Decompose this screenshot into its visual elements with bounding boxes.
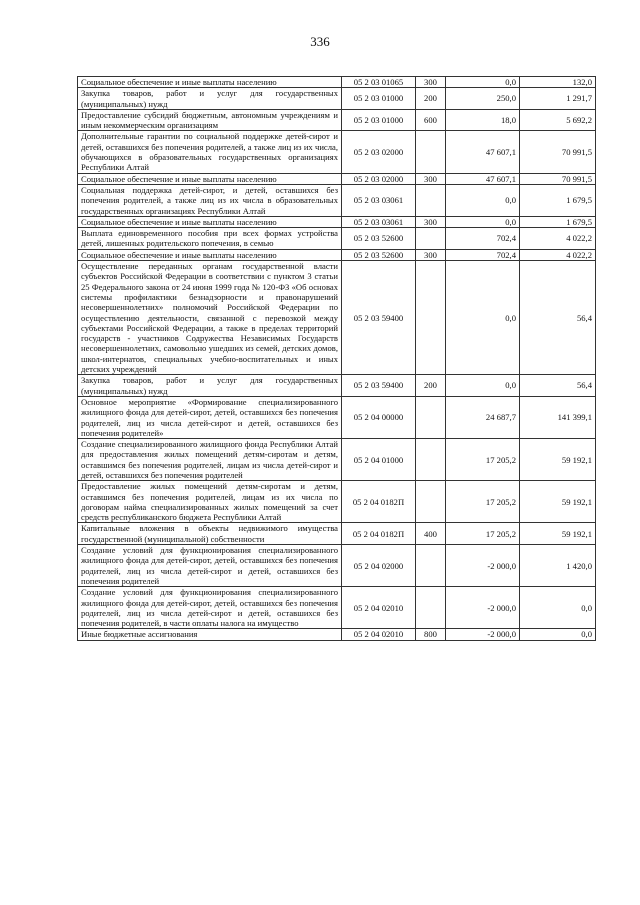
total-amount-cell: 1 679,5 [520, 216, 596, 227]
table-row [78, 481, 596, 523]
change-amount-cell: -2 000,0 [446, 629, 520, 640]
table-row [78, 396, 596, 438]
expense-type-code-cell: 300 [416, 173, 446, 184]
target-article-code-cell: 05 2 03 01000 [342, 109, 416, 131]
total-amount-cell: 1 291,7 [520, 88, 596, 110]
change-amount-cell: 0,0 [446, 77, 520, 88]
expense-name-cell: Создание специализированного жилищного фонда Республики Алтай для предоставления жилых помещений детям-сиротам и детям, оставшимся без попечения родителей, лицам из числа детей-сирот и детей, оставшихся без попечения родителей [78, 439, 342, 481]
table-row [78, 523, 596, 545]
expense-name-cell: Выплата единовременного пособия при всех формах устройства детей, лишенных родительского попечения, в семью [78, 228, 342, 250]
expense-type-code-cell: 300 [416, 249, 446, 260]
total-amount-cell: 5 692,2 [520, 109, 596, 131]
change-amount-cell: 702,4 [446, 228, 520, 250]
expense-name-cell: Осуществление переданных органам государственной власти субъектов Российской Федерации в соответствии с пунктом 3 статьи 25 Федерального закона от 24 июня 1999 года № 120-ФЗ «Об основах системы профилактики безнадзорности и правонарушений несовершеннолетних» полномочий Российской Федерации по осуществлению деятельности, связанной с перевозкой между субъектами Российской Федерации, а также в пределах территорий государств - участников Содружества Независимых Государств несовершеннолетних, самовольно ушедших из семей, детских домов, школ-интернатов, специальных учебно-воспитательных и иных детских учреждений [78, 261, 342, 375]
change-amount-cell: 0,0 [446, 261, 520, 375]
target-article-code-cell: 05 2 03 02000 [342, 173, 416, 184]
expense-name-cell: Социальное обеспечение и иные выплаты населению [78, 173, 342, 184]
table-row [78, 216, 596, 227]
expense-name-cell: Социальное обеспечение и иные выплаты населению [78, 216, 342, 227]
change-amount-cell: 47 607,1 [446, 131, 520, 173]
change-amount-cell: 250,0 [446, 88, 520, 110]
target-article-code-cell: 05 2 04 0182П [342, 481, 416, 523]
total-amount-cell: 59 192,1 [520, 439, 596, 481]
expense-type-code-cell: 200 [416, 88, 446, 110]
target-article-code-cell: 05 2 03 01000 [342, 88, 416, 110]
table-row [78, 375, 596, 397]
expense-name-cell: Предоставление жилых помещений детям-сиротам и детям, оставшимся без попечения родителей, лицам из их числа по договорам найма специализированных жилых помещений за счет средств республиканского бюджета Республики Алтай [78, 481, 342, 523]
change-amount-cell: 17 205,2 [446, 481, 520, 523]
expense-name-cell: Закупка товаров, работ и услуг для государственных (муниципальных) нужд [78, 88, 342, 110]
expense-type-code-cell [416, 131, 446, 173]
total-amount-cell: 0,0 [520, 587, 596, 629]
expense-name-cell: Социальная поддержка детей-сирот, и детей, оставшихся без попечения родителей, а также лиц из их числа в образовательных государственных организациях Республики Алтай [78, 184, 342, 216]
total-amount-cell: 70 991,5 [520, 131, 596, 173]
expense-name-cell: Дополнительные гарантии по социальной поддержке детей-сирот и детей, оставшихся без попечения родителей, а также лиц из их числа, обучающихся в образовательных государственных организациях Республики Алтай [78, 131, 342, 173]
target-article-code-cell: 05 2 03 03061 [342, 216, 416, 227]
change-amount-cell: 18,0 [446, 109, 520, 131]
table-row [78, 184, 596, 216]
expense-type-code-cell [416, 439, 446, 481]
table-row [78, 131, 596, 173]
expense-name-cell: Основное мероприятие «Формирование специализированного жилищного фонда для детей-сирот, детей, оставшихся без попечения родителей, лиц из числа детей-сирот и детей, оставшихся без попечения родителей» [78, 396, 342, 438]
total-amount-cell: 1 420,0 [520, 545, 596, 587]
change-amount-cell: 0,0 [446, 375, 520, 397]
expense-name-cell: Социальное обеспечение и иные выплаты населению [78, 249, 342, 260]
change-amount-cell: 24 687,7 [446, 396, 520, 438]
change-amount-cell: 0,0 [446, 184, 520, 216]
table-row [78, 173, 596, 184]
total-amount-cell: 56,4 [520, 261, 596, 375]
expense-type-code-cell [416, 481, 446, 523]
expense-type-code-cell: 200 [416, 375, 446, 397]
change-amount-cell: 702,4 [446, 249, 520, 260]
target-article-code-cell: 05 2 03 59400 [342, 261, 416, 375]
target-article-code-cell: 05 2 03 59400 [342, 375, 416, 397]
expense-name-cell: Капитальные вложения в объекты недвижимого имущества государственной (муниципальной) собственности [78, 523, 342, 545]
table-row [78, 587, 596, 629]
expense-name-cell: Закупка товаров, работ и услуг для государственных (муниципальных) нужд [78, 375, 342, 397]
change-amount-cell: -2 000,0 [446, 545, 520, 587]
total-amount-cell: 59 192,1 [520, 481, 596, 523]
total-amount-cell: 4 022,2 [520, 228, 596, 250]
target-article-code-cell: 05 2 03 01065 [342, 77, 416, 88]
target-article-code-cell: 05 2 04 0182П [342, 523, 416, 545]
table-body [78, 77, 596, 641]
change-amount-cell: 17 205,2 [446, 523, 520, 545]
expense-type-code-cell: 400 [416, 523, 446, 545]
change-amount-cell: 0,0 [446, 216, 520, 227]
table-row [78, 261, 596, 375]
target-article-code-cell: 05 2 04 01000 [342, 439, 416, 481]
expense-type-code-cell [416, 587, 446, 629]
change-amount-cell: 47 607,1 [446, 173, 520, 184]
total-amount-cell: 141 399,1 [520, 396, 596, 438]
expense-type-code-cell [416, 396, 446, 438]
target-article-code-cell: 05 2 04 02010 [342, 629, 416, 640]
expense-type-code-cell [416, 545, 446, 587]
target-article-code-cell: 05 2 04 02000 [342, 545, 416, 587]
total-amount-cell: 59 192,1 [520, 523, 596, 545]
budget-table [77, 76, 596, 641]
total-amount-cell: 4 022,2 [520, 249, 596, 260]
change-amount-cell: -2 000,0 [446, 587, 520, 629]
total-amount-cell: 1 679,5 [520, 184, 596, 216]
target-article-code-cell: 05 2 03 52600 [342, 228, 416, 250]
target-article-code-cell: 05 2 04 00000 [342, 396, 416, 438]
table-row [78, 228, 596, 250]
expense-type-code-cell [416, 228, 446, 250]
table-row [78, 77, 596, 88]
table-row [78, 629, 596, 640]
total-amount-cell: 70 991,5 [520, 173, 596, 184]
expense-type-code-cell: 600 [416, 109, 446, 131]
expense-name-cell: Иные бюджетные ассигнования [78, 629, 342, 640]
target-article-code-cell: 05 2 04 02010 [342, 587, 416, 629]
expense-name-cell: Предоставление субсидий бюджетным, автономным учреждениям и иным некоммерческим организациям [78, 109, 342, 131]
expense-type-code-cell [416, 261, 446, 375]
table-row [78, 88, 596, 110]
expense-type-code-cell: 300 [416, 216, 446, 227]
expense-type-code-cell: 300 [416, 77, 446, 88]
total-amount-cell: 56,4 [520, 375, 596, 397]
expense-name-cell: Социальное обеспечение и иные выплаты населению [78, 77, 342, 88]
table-row [78, 545, 596, 587]
expense-name-cell: Создание условий для функционирования специализированного жилищного фонда для детей-сирот, детей, оставшихся без попечения родителей, лиц из числа детей-сирот и детей, оставшихся без попечения родителей, в части оплаты налога на имущество [78, 587, 342, 629]
target-article-code-cell: 05 2 03 03061 [342, 184, 416, 216]
expense-type-code-cell: 800 [416, 629, 446, 640]
total-amount-cell: 0,0 [520, 629, 596, 640]
table-row [78, 249, 596, 260]
expense-type-code-cell [416, 184, 446, 216]
total-amount-cell: 132,0 [520, 77, 596, 88]
page-number: 336 [310, 34, 330, 49]
expense-name-cell: Создание условий для функционирования специализированного жилищного фонда для детей-сирот, детей, оставшихся без попечения родителей, лиц из числа детей-сирот и детей, оставшихся без попечения родителей [78, 545, 342, 587]
table-row [78, 439, 596, 481]
table-row [78, 109, 596, 131]
target-article-code-cell: 05 2 03 02000 [342, 131, 416, 173]
target-article-code-cell: 05 2 03 52600 [342, 249, 416, 260]
change-amount-cell: 17 205,2 [446, 439, 520, 481]
